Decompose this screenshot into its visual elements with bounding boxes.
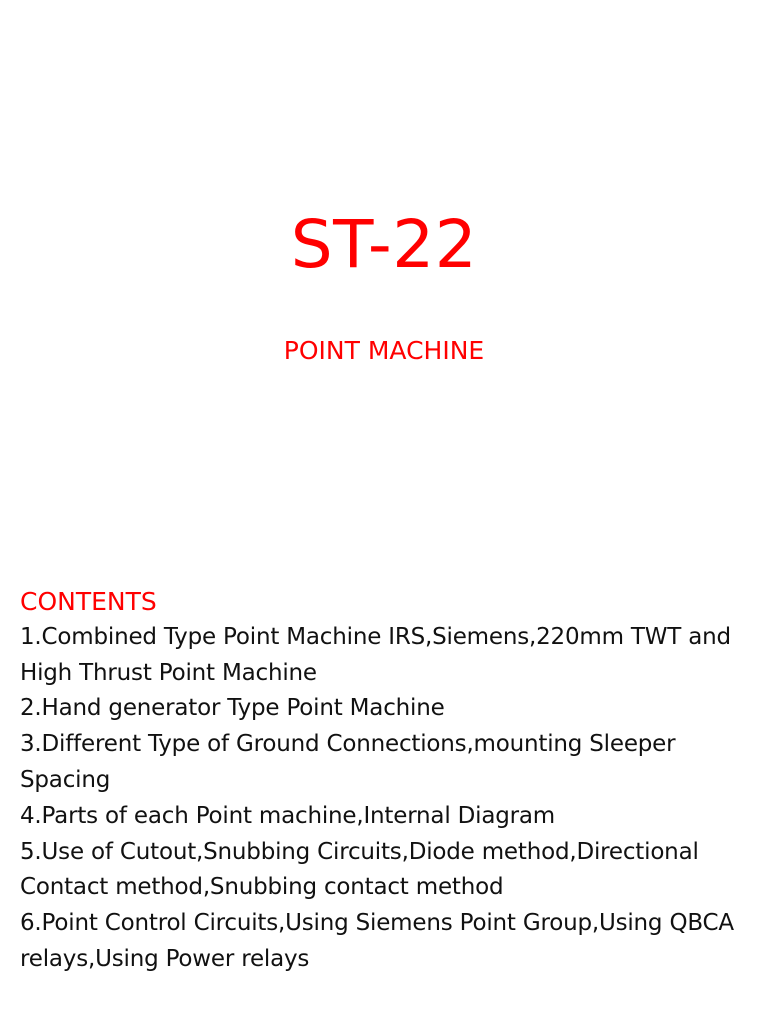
contents-section	[20, 584, 755, 978]
contents-item-6: 6.Point Control Circuits,Using Siemens Point Group,Using QBCA relays,Using Power relays	[20, 910, 734, 972]
contents-item-1: 1.Combined Type Point Machine IRS,Siemens,220mm TWT and High Thrust Point Machine	[20, 623, 731, 686]
contents-item-2: 2.Hand generator Type Point Machine	[20, 695, 445, 722]
contents-item-5: 5.Use of Cutout,Snubbing Circuits,Diode method,Directional Contact method,Snubbing contact method	[20, 838, 699, 901]
slide-subtitle: POINT MACHINE	[283, 336, 485, 365]
slide-title: ST-22	[290, 206, 478, 283]
contents-heading: CONTENTS	[20, 587, 157, 616]
contents-item-4: 4.Parts of each Point machine,Internal Diagram	[20, 802, 555, 829]
contents-item-3: 3.Different Type of Ground Connections,mounting Sleeper Spacing	[20, 731, 676, 793]
